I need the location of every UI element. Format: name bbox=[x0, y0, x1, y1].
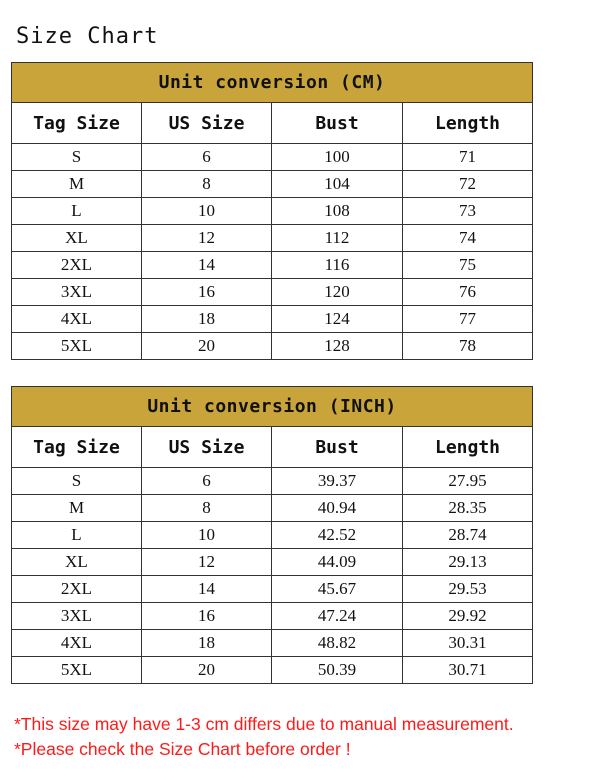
cell-us-size: 12 bbox=[142, 549, 272, 576]
cell-bust: 44.09 bbox=[272, 549, 403, 576]
column-header-us-size: US Size bbox=[142, 427, 272, 468]
cell-us-size: 6 bbox=[142, 144, 272, 171]
column-header-length: Length bbox=[403, 427, 533, 468]
cell-us-size: 10 bbox=[142, 522, 272, 549]
cell-bust: 128 bbox=[272, 333, 403, 360]
cell-bust: 47.24 bbox=[272, 603, 403, 630]
cell-length: 77 bbox=[403, 306, 533, 333]
cell-bust: 108 bbox=[272, 198, 403, 225]
cell-bust: 40.94 bbox=[272, 495, 403, 522]
cell-tag-size: 4XL bbox=[12, 630, 142, 657]
table-row bbox=[12, 576, 533, 603]
cell-length: 72 bbox=[403, 171, 533, 198]
cell-tag-size: 3XL bbox=[12, 279, 142, 306]
cell-length: 78 bbox=[403, 333, 533, 360]
cell-tag-size: XL bbox=[12, 549, 142, 576]
table-row bbox=[12, 495, 533, 522]
cell-tag-size: S bbox=[12, 144, 142, 171]
cell-us-size: 16 bbox=[142, 603, 272, 630]
cell-length: 30.31 bbox=[403, 630, 533, 657]
cell-length: 74 bbox=[403, 225, 533, 252]
cell-tag-size: XL bbox=[12, 225, 142, 252]
note-check-before-order: *Please check the Size Chart before order ! bbox=[14, 739, 351, 759]
table-row bbox=[12, 630, 533, 657]
page-title: Size Chart bbox=[16, 24, 159, 49]
cell-bust: 112 bbox=[272, 225, 403, 252]
table-row bbox=[12, 171, 533, 198]
cell-bust: 124 bbox=[272, 306, 403, 333]
cell-length: 28.74 bbox=[403, 522, 533, 549]
cell-us-size: 16 bbox=[142, 279, 272, 306]
cell-us-size: 20 bbox=[142, 333, 272, 360]
cell-tag-size: 5XL bbox=[12, 333, 142, 360]
cell-length: 29.53 bbox=[403, 576, 533, 603]
cell-bust: 45.67 bbox=[272, 576, 403, 603]
table-row bbox=[12, 549, 533, 576]
column-header-length: Length bbox=[403, 103, 533, 144]
column-header-bust: Bust bbox=[272, 103, 403, 144]
cell-tag-size: M bbox=[12, 171, 142, 198]
cell-us-size: 8 bbox=[142, 495, 272, 522]
cell-tag-size: 2XL bbox=[12, 252, 142, 279]
cell-tag-size: L bbox=[12, 198, 142, 225]
cell-us-size: 18 bbox=[142, 630, 272, 657]
cell-us-size: 14 bbox=[142, 576, 272, 603]
cell-length: 28.35 bbox=[403, 495, 533, 522]
cell-bust: 120 bbox=[272, 279, 403, 306]
cell-bust: 104 bbox=[272, 171, 403, 198]
cell-bust: 48.82 bbox=[272, 630, 403, 657]
size-notes bbox=[14, 712, 514, 762]
cell-us-size: 14 bbox=[142, 252, 272, 279]
cell-length: 75 bbox=[403, 252, 533, 279]
column-header-bust: Bust bbox=[272, 427, 403, 468]
cell-us-size: 10 bbox=[142, 198, 272, 225]
cell-length: 27.95 bbox=[403, 468, 533, 495]
cm-size-table bbox=[11, 62, 533, 360]
table-row bbox=[12, 306, 533, 333]
table-row bbox=[12, 279, 533, 306]
cell-length: 71 bbox=[403, 144, 533, 171]
cell-length: 30.71 bbox=[403, 657, 533, 684]
inch-size-table bbox=[11, 386, 533, 684]
cell-tag-size: 3XL bbox=[12, 603, 142, 630]
cell-bust: 39.37 bbox=[272, 468, 403, 495]
column-header-us-size: US Size bbox=[142, 103, 272, 144]
table-row bbox=[12, 657, 533, 684]
cell-tag-size: S bbox=[12, 468, 142, 495]
cell-length: 73 bbox=[403, 198, 533, 225]
table-row bbox=[12, 603, 533, 630]
table-caption: Unit conversion (CM) bbox=[12, 63, 533, 103]
cell-bust: 50.39 bbox=[272, 657, 403, 684]
table-row bbox=[12, 252, 533, 279]
cell-length: 29.13 bbox=[403, 549, 533, 576]
cell-bust: 116 bbox=[272, 252, 403, 279]
cell-tag-size: 4XL bbox=[12, 306, 142, 333]
cell-tag-size: 5XL bbox=[12, 657, 142, 684]
table-row bbox=[12, 522, 533, 549]
table-row bbox=[12, 144, 533, 171]
table-row bbox=[12, 468, 533, 495]
column-header-tag-size: Tag Size bbox=[12, 427, 142, 468]
cell-bust: 42.52 bbox=[272, 522, 403, 549]
cell-us-size: 6 bbox=[142, 468, 272, 495]
table-row bbox=[12, 333, 533, 360]
cell-tag-size: M bbox=[12, 495, 142, 522]
table-row bbox=[12, 198, 533, 225]
cell-us-size: 8 bbox=[142, 171, 272, 198]
table-caption: Unit conversion (INCH) bbox=[12, 387, 533, 427]
cell-length: 29.92 bbox=[403, 603, 533, 630]
table-row bbox=[12, 225, 533, 252]
note-measurement-tolerance: *This size may have 1-3 cm differs due to manual measurement. bbox=[14, 714, 514, 734]
cell-us-size: 20 bbox=[142, 657, 272, 684]
cell-tag-size: 2XL bbox=[12, 576, 142, 603]
column-header-tag-size: Tag Size bbox=[12, 103, 142, 144]
cell-us-size: 12 bbox=[142, 225, 272, 252]
cell-length: 76 bbox=[403, 279, 533, 306]
cell-tag-size: L bbox=[12, 522, 142, 549]
cell-bust: 100 bbox=[272, 144, 403, 171]
cell-us-size: 18 bbox=[142, 306, 272, 333]
